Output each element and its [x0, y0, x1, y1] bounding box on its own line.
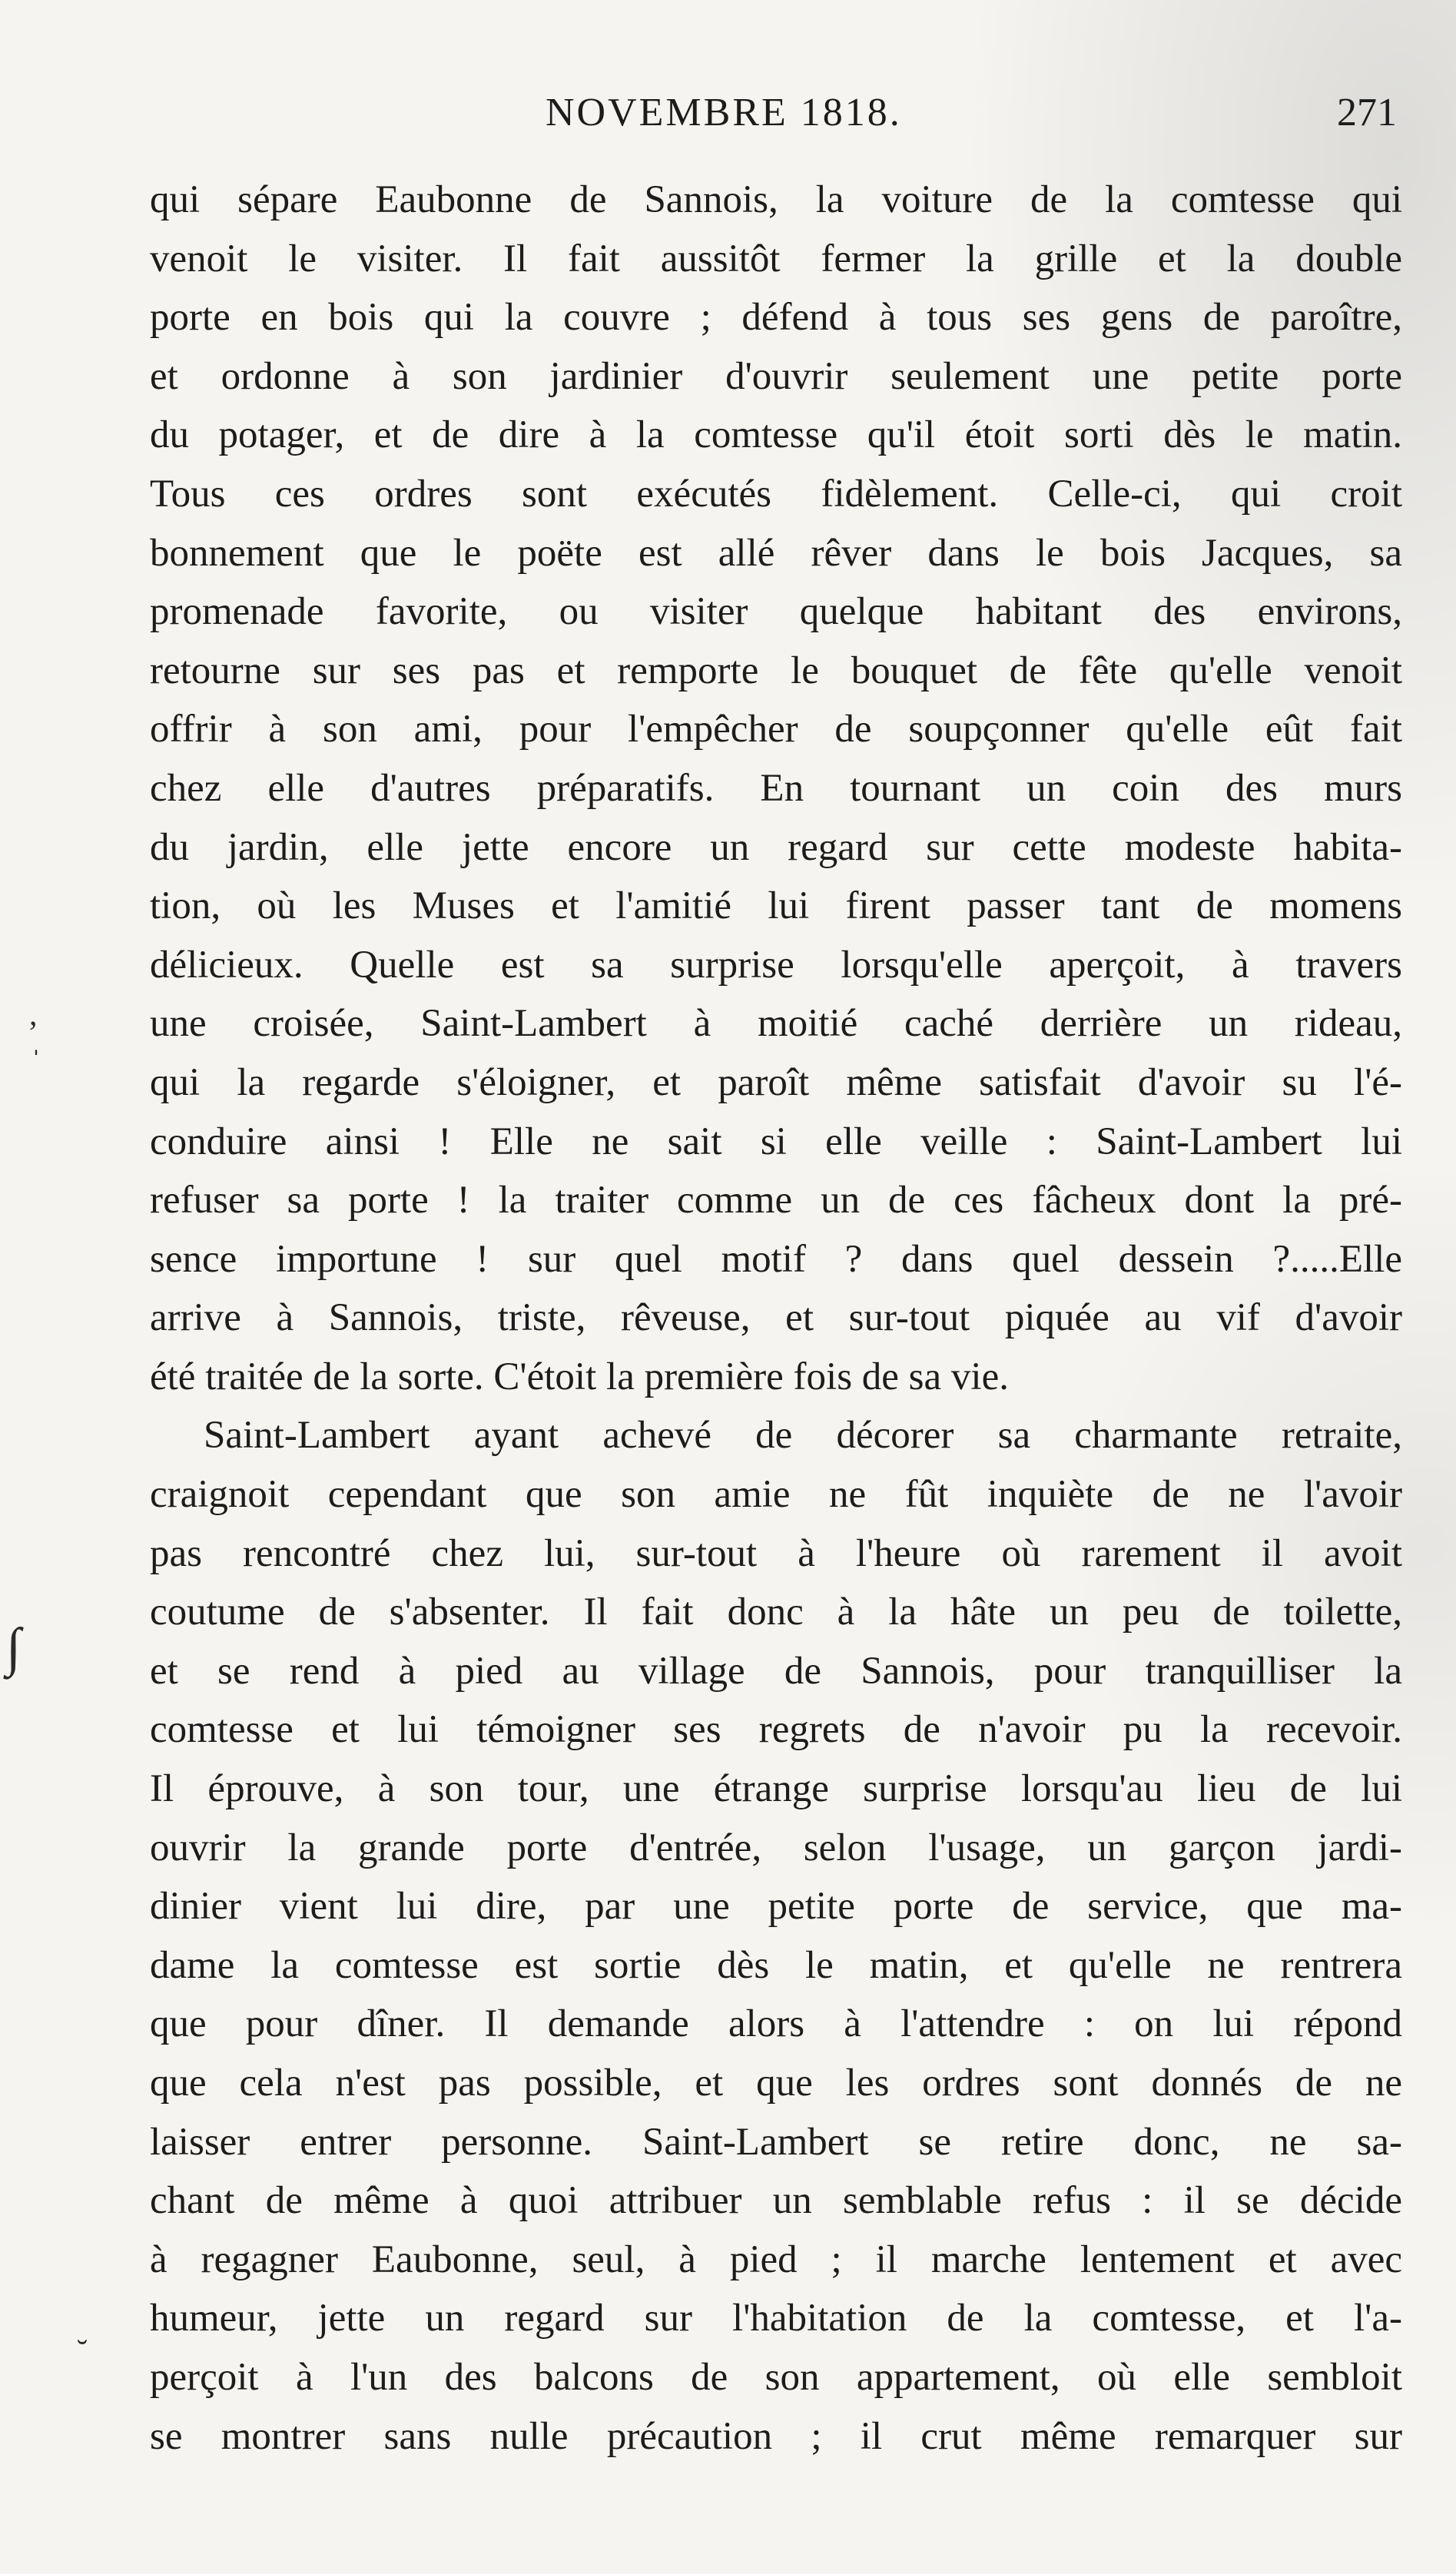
- text-line: bonnement que le poëte est allé rêver dans le bois Jacques, sa: [150, 531, 1402, 575]
- text-line: chez elle d'autres préparatifs. En tournant un coin des murs: [150, 766, 1402, 810]
- text-line: été traitée de la sorte. C'étoit la première fois de sa vie.: [150, 1355, 1009, 1398]
- text-line: conduire ainsi ! Elle ne sait si elle veille : Saint-Lambert lui: [150, 1119, 1402, 1163]
- text-line: une croisée, Saint-Lambert à moitié caché derrière un rideau,: [150, 1002, 1402, 1046]
- text-line: sence importune ! sur quel motif ? dans quel dessein ?.....Elle: [150, 1237, 1402, 1281]
- text-line: perçoit à l'un des balcons de son appartement, où elle sembloit: [150, 2355, 1402, 2399]
- text-line: que cela n'est pas possible, et que les ordres sont donnés de ne: [150, 2062, 1402, 2105]
- text-line: Saint-Lambert ayant achevé de décorer sa charmante retraite,: [204, 1414, 1402, 1458]
- body-text: [150, 171, 1402, 2466]
- text-line: comtesse et lui témoigner ses regrets de n'avoir pu la recevoir.: [150, 1708, 1402, 1752]
- text-line: offrir à son ami, pour l'empêcher de soupçonner qu'elle eût fait: [150, 708, 1402, 751]
- text-line: refuser sa porte ! la traiter comme un de ces fâcheux dont la pré-: [150, 1179, 1402, 1222]
- text-line: venoit le visiter. Il fait aussitôt fermer la grille et la double: [150, 237, 1402, 280]
- margin-ink-mark: ∫: [6, 1618, 22, 1677]
- running-head: [154, 86, 1398, 140]
- running-title: NOVEMBRE 1818.: [546, 91, 902, 134]
- page-number: 271: [1337, 91, 1397, 134]
- margin-ink-mark: ,: [29, 997, 38, 1033]
- margin-ink-mark: ˘: [77, 2334, 88, 2370]
- text-line: du potager, et de dire à la comtesse qu'il étoit sorti dès le matin.: [150, 413, 1402, 457]
- text-line: et ordonne à son jardinier d'ouvrir seulement une petite porte: [150, 354, 1402, 398]
- text-line: retourne sur ses pas et remporte le bouquet de fête qu'elle venoit: [150, 648, 1402, 692]
- text-line: Tous ces ordres sont exécutés fidèlement. Celle-ci, qui croit: [150, 472, 1402, 516]
- text-line: ouvrir la grande porte d'entrée, selon l'usage, un garçon jardi-: [150, 1826, 1402, 1869]
- text-line: et se rend à pied au village de Sannois, pour tranquilliser la: [150, 1649, 1402, 1693]
- text-line: laisser entrer personne. Saint-Lambert se retire donc, ne sa-: [150, 2120, 1402, 2164]
- text-line: à regagner Eaubonne, seul, à pied ; il marche lentement et avec: [150, 2237, 1402, 2281]
- text-line: promenade favorite, ou visiter quelque habitant des environs,: [150, 590, 1402, 634]
- text-line: porte en bois qui la couvre ; défend à tous ses gens de paroître,: [150, 296, 1402, 340]
- text-line: que pour dîner. Il demande alors à l'attendre : on lui répond: [150, 2002, 1402, 2046]
- text-line: du jardin, elle jette encore un regard sur cette modeste habita-: [150, 825, 1402, 869]
- text-line: qui la regarde s'éloigner, et paroît même satisfait d'avoir su l'é-: [150, 1060, 1402, 1104]
- text-line: se montrer sans nulle précaution ; il crut même remarquer sur: [150, 2414, 1402, 2458]
- text-line: arrive à Sannois, triste, rêveuse, et sur-tout piquée au vif d'avoir: [150, 1296, 1402, 1340]
- text-line: tion, où les Muses et l'amitié lui firent passer tant de momens: [150, 884, 1402, 928]
- text-line: chant de même à quoi attribuer un semblable refus : il se décide: [150, 2179, 1402, 2223]
- text-line: dame la comtesse est sortie dès le matin, et qu'elle ne rentrera: [150, 1943, 1402, 1987]
- text-line: pas rencontré chez lui, sur-tout à l'heure où rarement il avoit: [150, 1531, 1402, 1575]
- text-line: délicieux. Quelle est sa surprise lorsqu'elle aperçoit, à travers: [150, 943, 1402, 987]
- text-line: craignoit cependant que son amie ne fût inquiète de ne l'avoir: [150, 1473, 1402, 1517]
- text-line: humeur, jette un regard sur l'habitation de la comtesse, et l'a-: [150, 2297, 1402, 2340]
- text-line: Il éprouve, à son tour, une étrange surprise lorsqu'au lieu de lui: [150, 1767, 1402, 1811]
- text-line: dinier vient lui dire, par une petite porte de service, que ma-: [150, 1885, 1402, 1929]
- text-line: qui sépare Eaubonne de Sannois, la voiture de la comtesse qui: [150, 178, 1402, 221]
- text-line: coutume de s'absenter. Il fait donc à la hâte un peu de toilette,: [150, 1591, 1402, 1634]
- margin-ink-mark: ˌ: [31, 1020, 41, 1056]
